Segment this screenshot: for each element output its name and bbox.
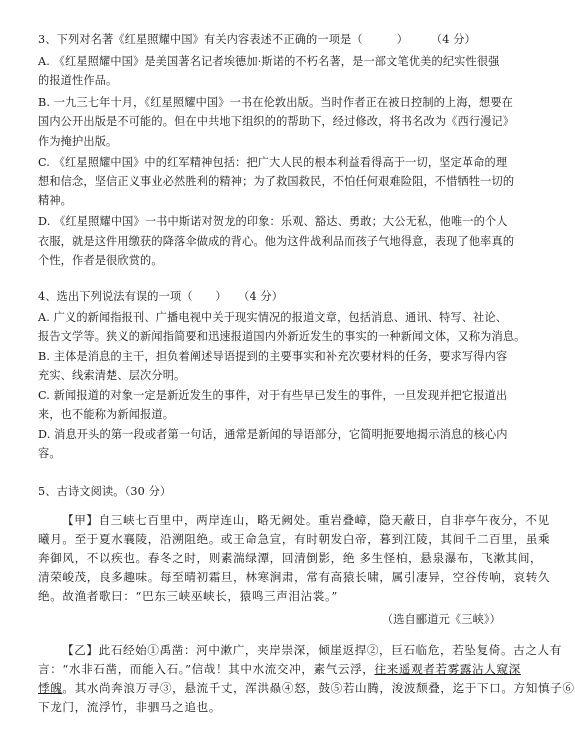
q3-option-b-line1: B. 一九三七年十月，《红星照耀中国》一书在伦敦出版。当时作者正在被日控制的上海，想要在	[38, 96, 514, 109]
q5-yi-line2-text: 言：“水非石凿，而能入石。”信哉！其中水流交冲，素气云浮，	[38, 662, 375, 676]
q3-option-a-line1: A. 《红星照耀中国》是美国著名记者埃德加·斯诺的不朽名著，是一部文笔优美的纪实性很强	[38, 55, 500, 68]
q4-option-c-line2: 来，也不能称为新闻报道。	[38, 408, 175, 421]
q4-option-a-line2: 报告文学等。狭义的新闻指简要和迅速报道国内外新近发生的事实的一种新闻文体，又称为消息。	[38, 330, 526, 343]
q3-option-d-line2: 衣服，就是这件用缴获的降落伞做成的背心。他为这件战利品而孩子气地得意，表现了他率真的	[38, 235, 515, 248]
q5-jia-source: （选自郦道元《三峡》）	[381, 613, 501, 626]
q3-option-c-line3: 精神。	[38, 194, 73, 207]
q5-jia-line5: 绝。故渔者歌曰：“巴东三峡巫峡长，猿鸣三声泪沾裳。”	[38, 589, 338, 603]
q3-stem: 3、下列对名著《红星照耀中国》有关内容表述不正确的一项是（ ） （4 分）	[38, 33, 476, 46]
q5-yi-line2	[38, 662, 521, 677]
q4-option-d-line2: 容。	[38, 447, 61, 460]
q3-option-a-line2: 的报道性作品。	[38, 74, 118, 87]
q5-yi-line3	[38, 681, 575, 696]
q3-option-c-line1: C. 《红星照耀中国》中的红军精神包括：把广大人民的根本利益看得高于一切，坚定革命的理	[38, 156, 508, 169]
q4-option-c-line1: C. 新闻报道的对象一定是新近发生的事件，对于有些早已发生的事件，一旦发现并把它报道出	[38, 389, 508, 402]
q5-stem: 5、古诗文阅读。（30 分）	[38, 485, 172, 498]
q3-option-d-line1: D. 《红星照耀中国》一书中斯诺对贺龙的印象：乐观、豁达、勇敢；大公无私，他唯一的个人	[38, 215, 508, 228]
q3-option-c-line2: 想和信念，坚信正义事业必然胜利的精神；为了救国救民，不怕任何艰难险阻，不惜牺牲一切的	[38, 175, 515, 188]
q3-option-d-line3: 个性，作者是很欣赏的。	[38, 254, 163, 267]
q5-yi-underlined-sentence-part1: 往来遥观者若雾露沾人窥深	[374, 662, 521, 676]
q5-yi-line3-text: 。其水尚奔浪万寻③，悬流千丈，浑洪赑④怒，鼓⑤若山腾，浚波颓叠，迄于下口。方知慎子⑥	[62, 681, 575, 695]
q4-option-b-line1: B. 主体是消息的主干，担负着阐述导语提到的主要事实和补充次要材料的任务，要求写得内容	[38, 350, 508, 363]
q5-yi-line4: 下龙门，流浮竹，非驷马之追也。	[38, 700, 221, 714]
q4-stem: 4、选出下列说法有误的一项（ ） （4 分）	[38, 290, 284, 303]
q5-jia-line2: 曦月。至于夏水襄陵，沿溯阻绝。或王命急宣，有时朝发白帝，暮到江陵，其间千二百里，虽乘	[38, 532, 551, 546]
q3-option-b-line2: 国内公开出版是不可能的。但在中共地下组织的的帮助下，经过修改，将书名改为《西行漫记》	[38, 115, 515, 128]
q4-option-a-line1: A. 广义的新闻指报刊、广播电视中关于现实情况的报道文章，包括消息、通讯、特写、社论、	[38, 311, 508, 324]
q5-yi-line1: 【乙】此石经始①禹凿：河中漱广，夹岸崇深，倾崖返捍②，巨石临危，若坠复倚。古之人有	[62, 643, 562, 657]
q5-yi-underlined-sentence-part2: 悸魄	[38, 681, 63, 695]
q3-option-b-line3: 作为掩护出版。	[38, 135, 118, 148]
q4-option-d-line1: D. 消息开头的第一段或者第一句话，通常是新闻的导语部分，它简明扼要地揭示消息的核心内	[38, 428, 508, 441]
q5-jia-line4: 清荣峻茂，良多趣味。每至晴初霜旦，林寒涧肃，常有高猿长啸，属引凄异，空谷传响，哀转久	[38, 570, 551, 584]
q5-jia-line1: 【甲】自三峡七百里中，两岸连山，略无阙处。重岩叠嶂，隐天蔽日，自非亭午夜分，不见	[62, 513, 550, 527]
q5-jia-line3: 奔御风，不以疾也。春冬之时，则素湍绿潭，回清倒影，绝 多生怪柏，悬泉瀑布，飞漱其间，	[38, 551, 543, 565]
q4-option-b-line2: 充实、线索清楚、层次分明。	[38, 369, 186, 382]
